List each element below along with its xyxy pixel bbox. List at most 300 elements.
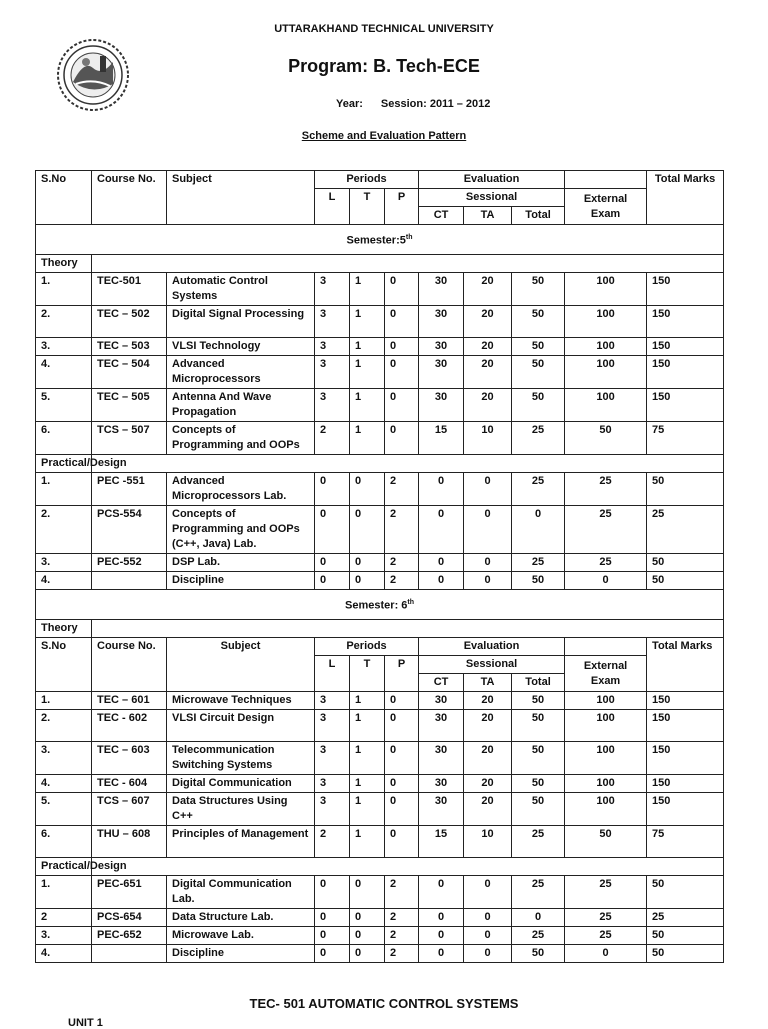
semester-row [36, 225, 724, 255]
cell-sno: 6. [36, 826, 92, 858]
cell-marks: 150 [647, 710, 724, 742]
cell-l: 3 [315, 710, 350, 742]
cell-ext: 100 [565, 389, 647, 422]
header-blank [565, 171, 647, 189]
cell-subject: Automatic Control Systems [167, 273, 315, 306]
header-sessional: Sessional [419, 656, 565, 674]
cell-ext: 50 [565, 826, 647, 858]
cell-l: 0 [315, 945, 350, 963]
cell-marks: 150 [647, 692, 724, 710]
cell-sno: 3. [36, 338, 92, 356]
cell-subject: Advanced Microprocessors Lab. [167, 473, 315, 506]
cell-p: 2 [385, 572, 419, 590]
table-row [36, 338, 724, 356]
session-label: Session: 2011 – 2012 [380, 98, 491, 110]
header-total: Total [512, 674, 565, 692]
cell-t: 0 [350, 909, 385, 927]
cell-sno: 6. [36, 422, 92, 455]
cell-l: 3 [315, 273, 350, 306]
year-session [336, 98, 508, 110]
cell-total: 50 [512, 273, 565, 306]
table-row [36, 554, 724, 572]
header-ct: CT [419, 674, 464, 692]
cell-p: 0 [385, 742, 419, 775]
cell-subject: Telecommunication Switching Systems [167, 742, 315, 775]
cell-ext: 100 [565, 710, 647, 742]
blank-cell [92, 255, 724, 273]
cell-l: 3 [315, 692, 350, 710]
cell-course: TEC – 503 [92, 338, 167, 356]
cell-ta: 20 [464, 389, 512, 422]
header-l: L [315, 189, 350, 225]
cell-ta: 20 [464, 692, 512, 710]
cell-l: 3 [315, 389, 350, 422]
cell-l: 2 [315, 422, 350, 455]
cell-marks: 150 [647, 742, 724, 775]
cell-course: PEC -551 [92, 473, 167, 506]
header-evaluation: Evaluation [419, 638, 565, 656]
cell-sno: 3. [36, 927, 92, 945]
scheme-heading: Scheme and Evaluation Pattern [301, 130, 467, 142]
cell-ct: 30 [419, 710, 464, 742]
cell-course: PCS-554 [92, 506, 167, 554]
cell-ct: 0 [419, 909, 464, 927]
cell-course: TCS – 507 [92, 422, 167, 455]
cell-subject: Data Structures Using C++ [167, 793, 315, 826]
header-external: External Exam [565, 656, 647, 692]
cell-ext: 50 [565, 422, 647, 455]
cell-sno: 5. [36, 793, 92, 826]
cell-subject: Digital Communication Lab. [167, 876, 315, 909]
cell-marks: 50 [647, 945, 724, 963]
cell-p: 2 [385, 554, 419, 572]
theory-row [36, 620, 724, 638]
table-row [36, 273, 724, 306]
cell-ct: 30 [419, 389, 464, 422]
cell-sno: 2. [36, 710, 92, 742]
cell-ta: 20 [464, 356, 512, 389]
cell-total: 25 [512, 876, 565, 909]
cell-course: PCS-654 [92, 909, 167, 927]
header-t: T [350, 656, 385, 692]
cell-p: 2 [385, 506, 419, 554]
cell-sno: 1. [36, 876, 92, 909]
table-row [36, 306, 724, 338]
cell-ta: 0 [464, 506, 512, 554]
cell-l: 3 [315, 356, 350, 389]
cell-total: 0 [512, 506, 565, 554]
practical-row-label: Practical/Design [36, 455, 92, 473]
cell-ext: 100 [565, 356, 647, 389]
cell-ta: 0 [464, 876, 512, 909]
cell-t: 0 [350, 927, 385, 945]
cell-subject: Microwave Techniques [167, 692, 315, 710]
cell-ct: 0 [419, 473, 464, 506]
table-row [36, 876, 724, 909]
cell-course: TEC - 604 [92, 775, 167, 793]
header-sno: S.No [36, 638, 92, 692]
cell-subject: Discipline [167, 945, 315, 963]
cell-sno: 1. [36, 473, 92, 506]
cell-ext: 0 [565, 945, 647, 963]
cell-total: 50 [512, 710, 565, 742]
cell-sno: 4. [36, 775, 92, 793]
cell-t: 1 [350, 775, 385, 793]
semester-label [36, 590, 724, 620]
table-row [36, 909, 724, 927]
cell-t: 0 [350, 554, 385, 572]
cell-ext: 25 [565, 506, 647, 554]
program-title: Program: B. Tech-ECE [288, 56, 480, 76]
cell-ta: 20 [464, 742, 512, 775]
cell-l: 3 [315, 306, 350, 338]
blank-cell [92, 455, 724, 473]
cell-total: 50 [512, 389, 565, 422]
cell-ext: 0 [565, 572, 647, 590]
cell-total: 50 [512, 945, 565, 963]
cell-p: 0 [385, 692, 419, 710]
cell-ct: 0 [419, 876, 464, 909]
cell-p: 0 [385, 422, 419, 455]
table-row [36, 389, 724, 422]
cell-course: TEC-501 [92, 273, 167, 306]
cell-sno: 1. [36, 692, 92, 710]
cell-t: 1 [350, 273, 385, 306]
cell-subject: Discipline [167, 572, 315, 590]
university-name: UTTARAKHAND TECHNICAL UNIVERSITY [274, 23, 494, 35]
cell-sno: 2. [36, 506, 92, 554]
header-subject: Subject [167, 171, 315, 225]
cell-marks: 150 [647, 356, 724, 389]
header-periods: Periods [315, 171, 419, 189]
cell-p: 2 [385, 927, 419, 945]
cell-t: 0 [350, 876, 385, 909]
cell-ext: 100 [565, 692, 647, 710]
cell-ta: 0 [464, 554, 512, 572]
cell-p: 0 [385, 710, 419, 742]
cell-marks: 150 [647, 338, 724, 356]
cell-total: 50 [512, 572, 565, 590]
cell-marks: 150 [647, 793, 724, 826]
semester-suffix: th [405, 234, 413, 242]
cell-t: 1 [350, 338, 385, 356]
practical-row-label: Practical/Design [36, 858, 92, 876]
cell-marks: 25 [647, 506, 724, 554]
cell-p: 0 [385, 775, 419, 793]
cell-marks: 150 [647, 273, 724, 306]
cell-l: 0 [315, 909, 350, 927]
cell-ta: 20 [464, 273, 512, 306]
section-title: TEC- 501 AUTOMATIC CONTROL SYSTEMS [249, 996, 519, 1011]
cell-subject: Antenna And Wave Propagation [167, 389, 315, 422]
cell-ct: 30 [419, 273, 464, 306]
cell-subject: Microwave Lab. [167, 927, 315, 945]
cell-ta: 10 [464, 826, 512, 858]
cell-ta: 20 [464, 306, 512, 338]
cell-total: 50 [512, 356, 565, 389]
cell-ext: 25 [565, 927, 647, 945]
header-ct: CT [419, 207, 464, 225]
header-t: T [350, 189, 385, 225]
cell-sno: 3. [36, 554, 92, 572]
cell-l: 0 [315, 927, 350, 945]
cell-course: TEC – 505 [92, 389, 167, 422]
table-header-row [36, 171, 724, 189]
cell-total: 50 [512, 742, 565, 775]
cell-p: 0 [385, 356, 419, 389]
cell-sno: 2 [36, 909, 92, 927]
theory-row [36, 255, 724, 273]
table-row [36, 422, 724, 455]
cell-sno: 1. [36, 273, 92, 306]
header-subject: Subject [167, 638, 315, 692]
cell-ct: 30 [419, 793, 464, 826]
semester-text: Semester:5 [346, 234, 406, 247]
cell-t: 1 [350, 389, 385, 422]
cell-ct: 0 [419, 572, 464, 590]
cell-sno: 4. [36, 356, 92, 389]
cell-subject: Concepts of Programming and OOPs [167, 422, 315, 455]
cell-p: 2 [385, 909, 419, 927]
cell-total: 50 [512, 306, 565, 338]
cell-ta: 20 [464, 338, 512, 356]
cell-course: TEC – 603 [92, 742, 167, 775]
practical-row [36, 455, 724, 473]
cell-total: 25 [512, 473, 565, 506]
cell-ta: 0 [464, 572, 512, 590]
cell-ct: 0 [419, 927, 464, 945]
cell-course: PEC-651 [92, 876, 167, 909]
cell-marks: 50 [647, 554, 724, 572]
cell-ct: 30 [419, 742, 464, 775]
cell-t: 0 [350, 506, 385, 554]
cell-t: 0 [350, 945, 385, 963]
blank-cell [92, 858, 724, 876]
cell-total: 0 [512, 909, 565, 927]
cell-p: 0 [385, 338, 419, 356]
cell-ext: 25 [565, 876, 647, 909]
table-row [36, 742, 724, 775]
table-row [36, 826, 724, 858]
cell-l: 3 [315, 775, 350, 793]
cell-ct: 0 [419, 554, 464, 572]
table-row [36, 775, 724, 793]
cell-sno: 3. [36, 742, 92, 775]
cell-subject: Digital Signal Processing [167, 306, 315, 338]
unit-label: UNIT 1 [68, 1017, 103, 1029]
cell-p: 0 [385, 826, 419, 858]
header-p: P [385, 189, 419, 225]
cell-t: 1 [350, 793, 385, 826]
table-row [36, 793, 724, 826]
cell-sno: 2. [36, 306, 92, 338]
cell-ta: 0 [464, 473, 512, 506]
table-row [36, 692, 724, 710]
header-external: External Exam [565, 189, 647, 225]
cell-l: 2 [315, 826, 350, 858]
year-label: Year: [336, 98, 363, 110]
cell-t: 1 [350, 422, 385, 455]
header-total-marks: Total Marks [647, 638, 724, 692]
cell-marks: 25 [647, 909, 724, 927]
cell-ta: 20 [464, 775, 512, 793]
cell-ext: 100 [565, 775, 647, 793]
cell-l: 3 [315, 793, 350, 826]
cell-t: 1 [350, 692, 385, 710]
cell-course [92, 572, 167, 590]
cell-marks: 150 [647, 389, 724, 422]
cell-marks: 75 [647, 826, 724, 858]
cell-p: 0 [385, 273, 419, 306]
cell-subject: VLSI Circuit Design [167, 710, 315, 742]
cell-sno: 5. [36, 389, 92, 422]
header-course: Course No. [92, 171, 167, 225]
cell-t: 0 [350, 473, 385, 506]
cell-subject: Principles of Management [167, 826, 315, 858]
cell-t: 1 [350, 356, 385, 389]
header-periods: Periods [315, 638, 419, 656]
cell-marks: 50 [647, 876, 724, 909]
cell-marks: 50 [647, 473, 724, 506]
cell-ext: 100 [565, 793, 647, 826]
semester-label [36, 225, 724, 255]
cell-p: 2 [385, 876, 419, 909]
header-course: Course No. [92, 638, 167, 692]
theory-row-label: Theory [36, 255, 92, 273]
cell-l: 0 [315, 876, 350, 909]
cell-subject: DSP Lab. [167, 554, 315, 572]
header-blank [565, 638, 647, 656]
header-ta: TA [464, 674, 512, 692]
cell-total: 50 [512, 793, 565, 826]
cell-sno: 4. [36, 572, 92, 590]
header-total: Total [512, 207, 565, 225]
cell-p: 0 [385, 793, 419, 826]
cell-ta: 0 [464, 945, 512, 963]
cell-ext: 100 [565, 306, 647, 338]
semester-text: Semester: 6 [345, 599, 408, 612]
cell-total: 50 [512, 775, 565, 793]
table-row [36, 927, 724, 945]
semester-suffix: th [407, 599, 415, 607]
practical-row [36, 858, 724, 876]
cell-course: TCS – 607 [92, 793, 167, 826]
cell-ct: 30 [419, 338, 464, 356]
cell-p: 0 [385, 306, 419, 338]
cell-t: 1 [350, 742, 385, 775]
table-row [36, 506, 724, 554]
cell-ext: 100 [565, 742, 647, 775]
cell-ext: 25 [565, 909, 647, 927]
cell-course: TEC - 602 [92, 710, 167, 742]
cell-l: 0 [315, 506, 350, 554]
table-row [36, 572, 724, 590]
cell-total: 25 [512, 927, 565, 945]
cell-l: 0 [315, 473, 350, 506]
semester-row [36, 590, 724, 620]
cell-course: TEC – 601 [92, 692, 167, 710]
cell-marks: 75 [647, 422, 724, 455]
header-total-marks: Total Marks [647, 171, 724, 225]
cell-course: PEC-652 [92, 927, 167, 945]
header-sessional: Sessional [419, 189, 565, 207]
cell-ext: 100 [565, 273, 647, 306]
cell-total: 25 [512, 422, 565, 455]
cell-ta: 0 [464, 927, 512, 945]
cell-marks: 150 [647, 775, 724, 793]
header-l: L [315, 656, 350, 692]
cell-ta: 20 [464, 710, 512, 742]
header-p: P [385, 656, 419, 692]
cell-course: TEC – 504 [92, 356, 167, 389]
cell-ct: 30 [419, 692, 464, 710]
cell-l: 3 [315, 338, 350, 356]
table-row [36, 945, 724, 963]
table-header-row [36, 638, 724, 656]
cell-course: TEC – 502 [92, 306, 167, 338]
cell-subject: Concepts of Programming and OOPs (C++, Java) Lab. [167, 506, 315, 554]
cell-ct: 0 [419, 945, 464, 963]
cell-ct: 15 [419, 826, 464, 858]
cell-marks: 50 [647, 572, 724, 590]
cell-ct: 30 [419, 306, 464, 338]
cell-sno: 4. [36, 945, 92, 963]
cell-subject: VLSI Technology [167, 338, 315, 356]
cell-course: PEC-552 [92, 554, 167, 572]
cell-p: 2 [385, 945, 419, 963]
scheme-table [35, 170, 724, 963]
cell-total: 25 [512, 826, 565, 858]
cell-ct: 0 [419, 506, 464, 554]
cell-subject: Digital Communication [167, 775, 315, 793]
cell-marks: 50 [647, 927, 724, 945]
cell-t: 1 [350, 306, 385, 338]
header-ta: TA [464, 207, 512, 225]
blank-cell [92, 620, 724, 638]
cell-subject: Advanced Microprocessors [167, 356, 315, 389]
cell-marks: 150 [647, 306, 724, 338]
cell-ta: 10 [464, 422, 512, 455]
cell-course [92, 945, 167, 963]
cell-t: 1 [350, 826, 385, 858]
cell-l: 0 [315, 572, 350, 590]
cell-total: 50 [512, 692, 565, 710]
cell-ta: 0 [464, 909, 512, 927]
cell-ext: 25 [565, 554, 647, 572]
cell-p: 2 [385, 473, 419, 506]
cell-ta: 20 [464, 793, 512, 826]
cell-subject: Data Structure Lab. [167, 909, 315, 927]
cell-l: 0 [315, 554, 350, 572]
theory-row-label: Theory [36, 620, 92, 638]
cell-t: 1 [350, 710, 385, 742]
cell-ext: 25 [565, 473, 647, 506]
table-row [36, 356, 724, 389]
cell-l: 3 [315, 742, 350, 775]
header-sno: S.No [36, 171, 92, 225]
header-evaluation: Evaluation [419, 171, 565, 189]
cell-p: 0 [385, 389, 419, 422]
cell-total: 25 [512, 554, 565, 572]
cell-ct: 30 [419, 356, 464, 389]
cell-total: 50 [512, 338, 565, 356]
table-row [36, 473, 724, 506]
table-row [36, 710, 724, 742]
cell-ct: 15 [419, 422, 464, 455]
cell-ct: 30 [419, 775, 464, 793]
cell-course: THU – 608 [92, 826, 167, 858]
cell-t: 0 [350, 572, 385, 590]
